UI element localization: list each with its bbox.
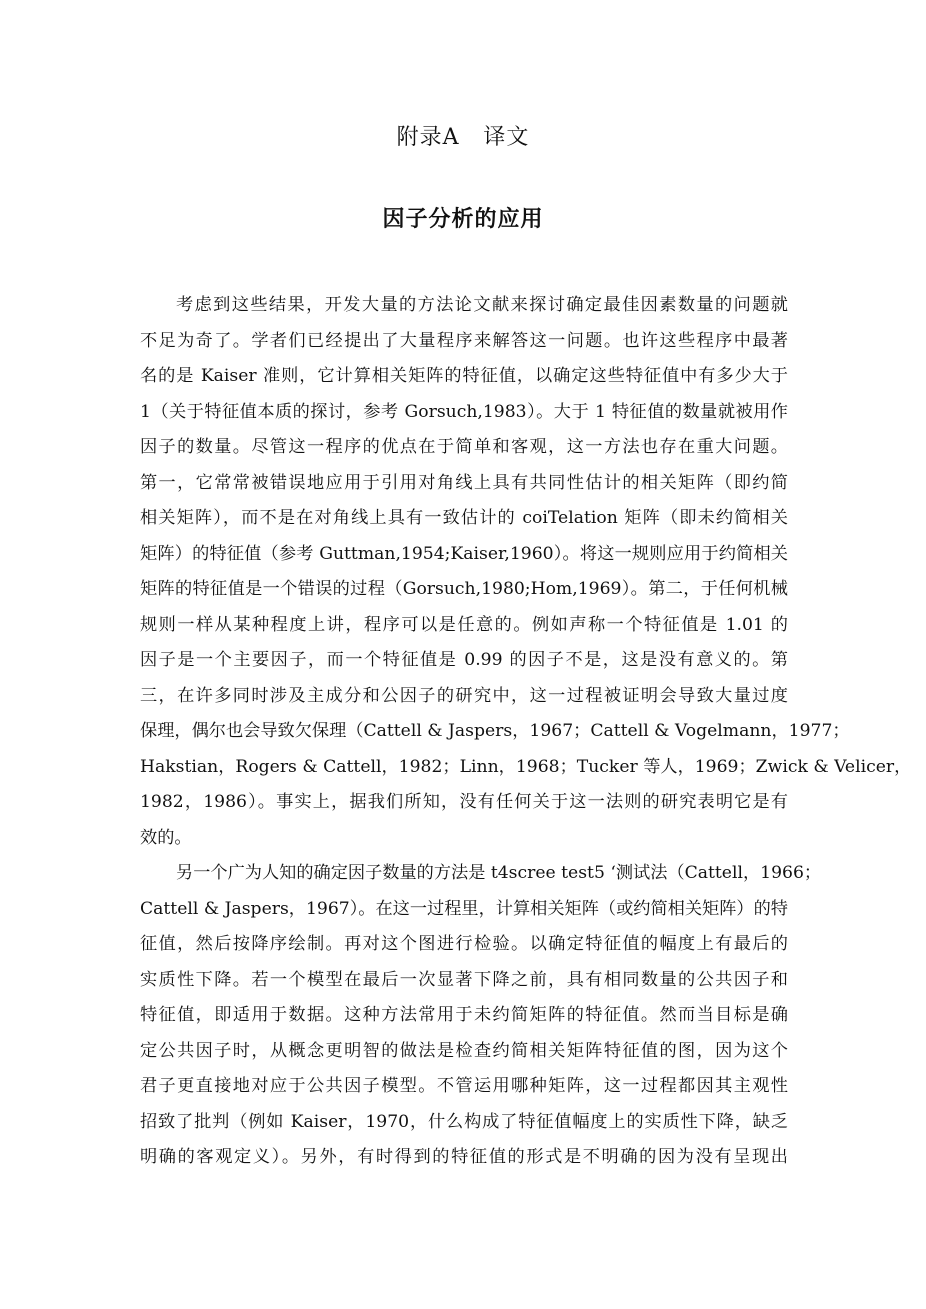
text-line: 保理，偶尔也会导致欠保理（Cattell & Jaspers，1967；Cattell & Vogelmann，1977；: [140, 721, 850, 741]
text-line: 名的是 Kaiser 准则，它计算相关矩阵的特征值，以确定这些特征值中有多少大于: [140, 366, 788, 386]
text-line: 定公共因子时，从概念更明智的做法是检查约简相关矩阵特征值的图，因为这个: [140, 1040, 788, 1061]
appendix-title: 附录A 译文: [396, 125, 530, 150]
text-line: 招致了批判（例如 Kaiser，1970，什么构成了特征值幅度上的实质性下降，缺乏: [140, 1111, 788, 1132]
text-line: 考虑到这些结果，开发大量的方法论文献来探讨确定最佳因素数量的问题就: [176, 295, 788, 315]
text-line: 特征值，即适用于数据。这种方法常用于未约简矩阵的特征值。然而当目标是确: [140, 1005, 788, 1025]
text-line: 效的。: [140, 827, 192, 848]
paragraph-2: [140, 856, 822, 1176]
text-line: 因子是一个主要因子，而一个特征值是 0.99 的因子不是，这是没有意义的。第: [140, 650, 788, 670]
text-line: Cattell & Jaspers，1967）。在这一过程里，计算相关矩阵（或约简相关矩阵）的特: [140, 898, 788, 919]
text-line: 1982，1986）。事实上，据我们所知，没有任何关于这一法则的研究表明它是有: [140, 792, 788, 812]
text-line: 不足为奇了。学者们已经提出了大量程序来解答这一问题。也许这些程序中最著: [140, 330, 788, 351]
text-line: 君子更直接地对应于公共因子模型。不管运用哪种矩阵，这一过程都因其主观性: [140, 1076, 788, 1096]
text-line: 1（关于特征值本质的探讨，参考 Gorsuch,1983）。大于 1 特征值的数量就被用作: [140, 401, 788, 422]
text-line: 规则一样从某种程度上讲，程序可以是任意的。例如声称一个特征值是 1.01 的: [140, 614, 788, 635]
text-line: 因子的数量。尽管这一程序的优点在于简单和客观，这一方法也存在重大问题。: [140, 437, 788, 457]
text-line: 相关矩阵），而不是在对角线上具有一致估计的 coiTelation 矩阵（即未约简相关: [140, 508, 788, 528]
text-line: 明确的客观定义）。另外，有时得到的特征值的形式是不明确的因为没有呈现出: [140, 1147, 788, 1167]
text-line: 另一个广为人知的确定因子数量的方法是 t4scree test5 ‘测试法（Cattell，1966；: [176, 863, 822, 883]
text-line: Hakstian，Rogers & Cattell，1982；Linn，1968；Tucker 等人，1969；Zwick & Velicer，: [140, 756, 912, 777]
article-title: 因子分析的应用: [382, 206, 544, 232]
text-line: 征值，然后按降序绘制。再对这个图进行检验。以确定特征值的幅度上有最后的: [140, 934, 788, 954]
text-line: 第一，它常常被错误地应用于引用对角线上具有共同性估计的相关矩阵（即约简: [140, 472, 788, 493]
text-line: 三，在许多同时涉及主成分和公因子的研究中，这一过程被证明会导致大量过度: [140, 685, 788, 706]
text-line: 矩阵的特征值是一个错误的过程（Gorsuch,1980;Hom,1969）。第二，于任何机械: [140, 579, 788, 599]
body-text: [140, 288, 912, 1176]
text-line: 实质性下降。若一个模型在最后一次显著下降之前，具有相同数量的公共因子和: [140, 969, 788, 990]
text-line: 矩阵）的特征值（参考 Guttman,1954;Kaiser,1960）。将这一规则应用于约简相关: [140, 543, 788, 564]
paragraph-1: [140, 288, 912, 856]
